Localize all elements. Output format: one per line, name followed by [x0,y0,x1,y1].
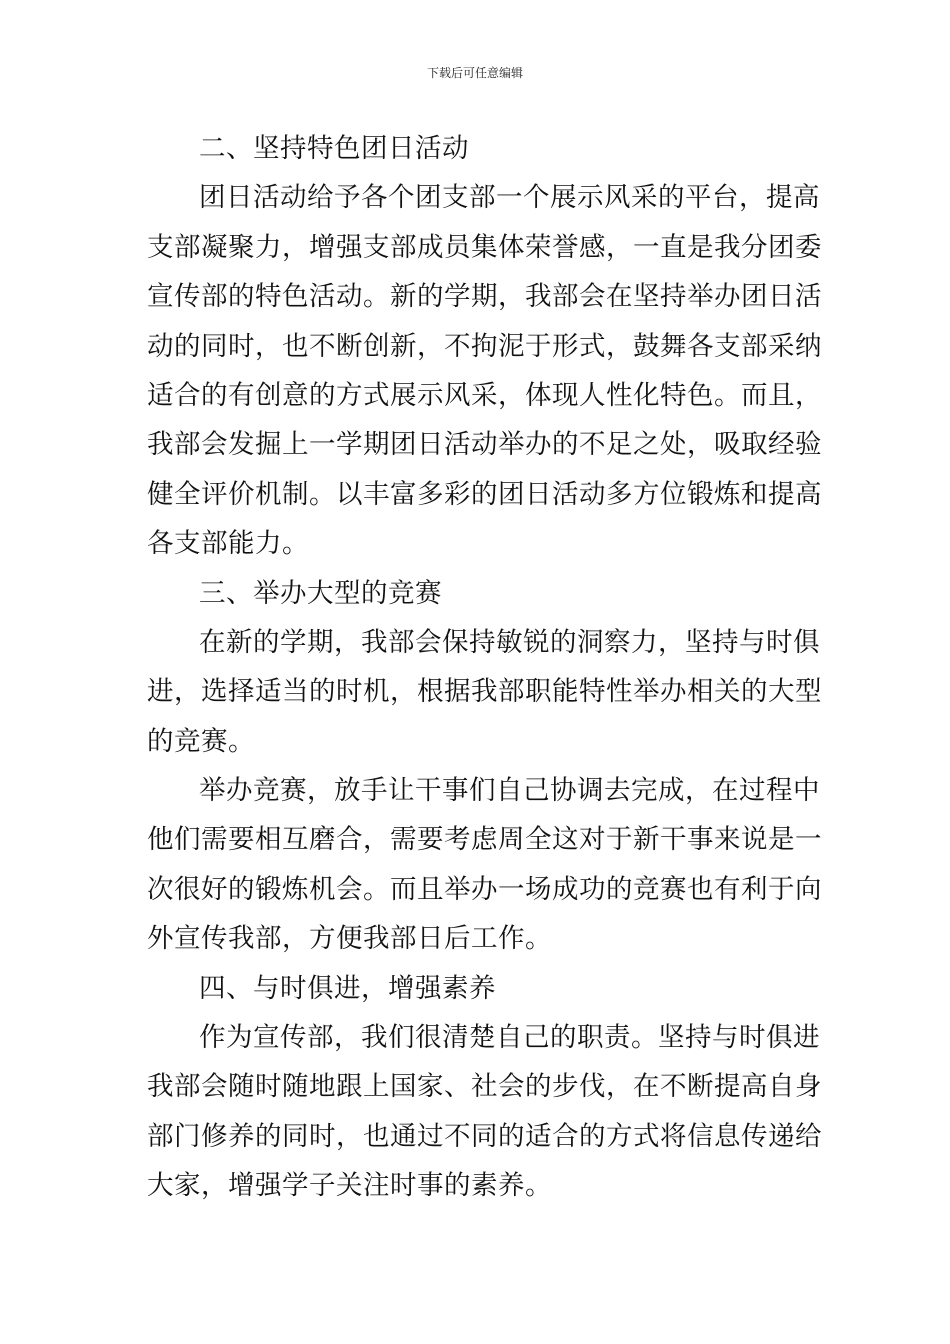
paragraph [147,618,822,766]
paragraph-line: 进，选择适当的时机，根据我部职能特性举办相关的大型 [147,676,822,708]
paragraph-line: 他们需要相互磨合，需要考虑周全这对于新干事来说是一 [147,824,822,856]
paragraph-line: 团日活动给予各个团支部一个展示风采的平台，提高 [199,182,820,214]
paragraph [147,173,822,568]
paragraph-line: 次很好的锻炼机会。而且举办一场成功的竞赛也有利于向 [147,873,822,905]
paragraph [147,766,822,964]
paragraph-line: 各支部能力。 [147,528,309,560]
document-body [147,124,822,1211]
paragraph-line: 动的同时，也不断创新，不拘泥于形式，鼓舞各支部采纳 [147,330,822,362]
paragraph-line: 大家，增强学子关注时事的素养。 [147,1170,552,1202]
paragraph-line: 在新的学期，我部会保持敏锐的洞察力，坚持与时俱 [199,626,820,658]
paragraph-line: 我部会随时随地跟上国家、社会的步伐，在不断提高自身 [147,1071,822,1103]
paragraph-line: 适合的有创意的方式展示风采，体现人性化特色。而且， [147,379,822,411]
paragraph-line: 举办竞赛，放手让干事们自己协调去完成，在过程中 [199,775,820,807]
paragraph-line: 支部凝聚力，增强支部成员集体荣誉感，一直是我分团委 [147,231,822,263]
page-header: 下载后可任意编辑 [426,66,523,80]
section-heading: 四、与时俱进，增强素养 [199,972,496,1004]
paragraph-line: 健全评价机制。以丰富多彩的团日活动多方位锻炼和提高 [147,478,822,510]
paragraph-line: 的竞赛。 [147,725,255,757]
paragraph-line: 我部会发掘上一学期团日活动举办的不足之处，吸取经验 [147,429,822,461]
section-heading: 三、举办大型的竞赛 [199,577,442,609]
paragraph-line: 部门修养的同时，也通过不同的适合的方式将信息传递给 [147,1120,822,1152]
paragraph-line: 作为宣传部，我们很清楚自己的职责。坚持与时俱进 [199,1022,820,1054]
paragraph-line: 外宣传我部，方便我部日后工作。 [147,923,552,955]
paragraph [147,1013,822,1211]
paragraph-line: 宣传部的特色活动。新的学期，我部会在坚持举办团日活 [147,281,822,313]
section-heading: 二、坚持特色团日活动 [199,133,469,164]
